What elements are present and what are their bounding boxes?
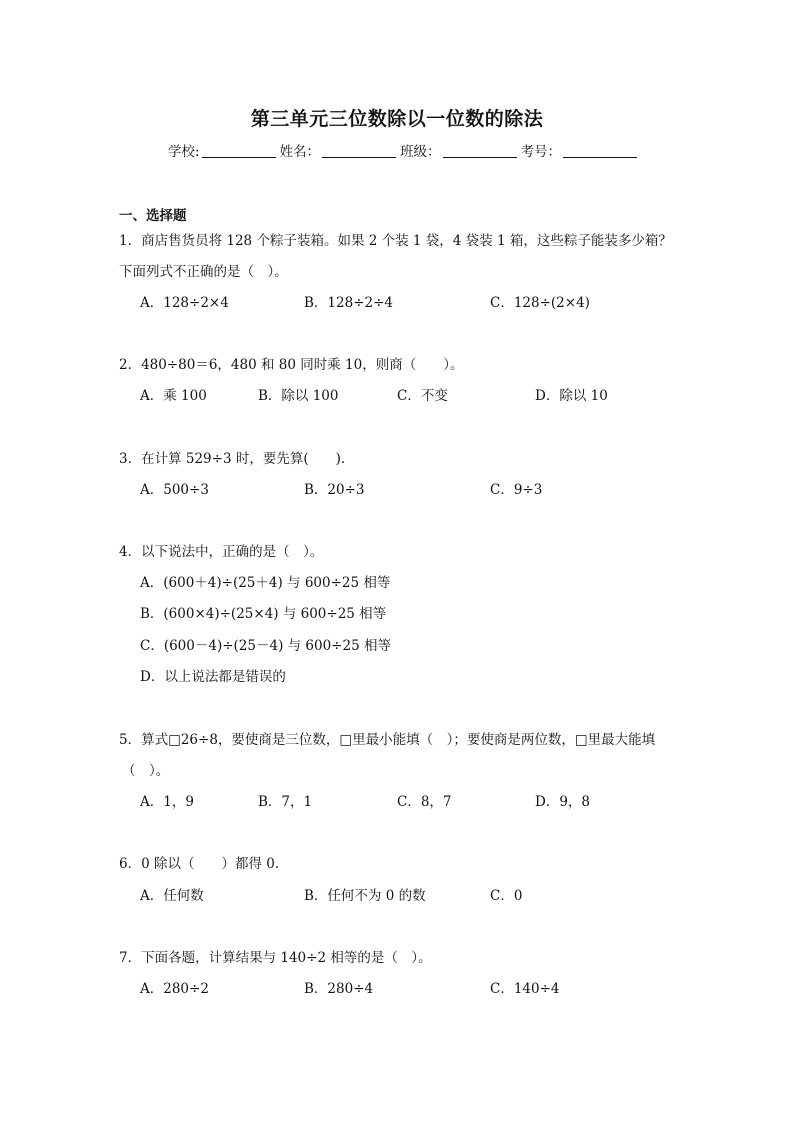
question-1-option-b[interactable]: B．128÷2÷4	[304, 295, 393, 311]
class-blank[interactable]	[443, 143, 517, 158]
exam-no-blank[interactable]	[563, 143, 637, 158]
question-6-option-b[interactable]: B．任何不为 0 的数	[304, 888, 426, 904]
question-3-option-c[interactable]: C．9÷3	[490, 482, 543, 498]
question-1-option-c[interactable]: C．128÷(2×4)	[490, 295, 590, 311]
exam-no-label: 考号：	[520, 144, 562, 160]
question-5-stem-line-1: 5．算式□26÷8，要使商是三位数，□里最小能填（ ）；要使商是两位数，□里最大能填	[119, 732, 656, 748]
question-5-option-a[interactable]: A．1，9	[140, 794, 194, 810]
question-1-stem-line-1: 1．商店售货员将 128 个粽子装箱。如果 2 个装 1 袋，4 袋装 1 箱，这些粽子能装多少箱？	[119, 233, 672, 249]
question-7-option-a[interactable]: A．280÷2	[140, 981, 209, 997]
question-5-option-c[interactable]: C．8，7	[397, 794, 452, 810]
question-2-option-a[interactable]: A．乘 100	[140, 388, 207, 404]
question-4-option-b[interactable]: B．(600×4)÷(25×4) 与 600÷25 相等	[140, 606, 387, 622]
page-title: 第三单元三位数除以一位数的除法	[250, 108, 544, 130]
question-5-option-d[interactable]: D．9，8	[535, 794, 591, 810]
question-2-option-d[interactable]: D．除以 10	[535, 388, 608, 404]
question-3-stem: 3．在计算 529÷3 时，要先算( ).	[119, 451, 346, 467]
class-label: 班级：	[400, 144, 441, 160]
question-2-stem: 2．480÷80＝6，480 和 80 同时乘 10，则商（ ）。	[119, 357, 464, 373]
question-7-option-c[interactable]: C．140÷4	[490, 981, 560, 997]
section-heading: 一、选择题	[119, 208, 187, 224]
school-blank[interactable]	[202, 143, 276, 158]
question-1-option-a[interactable]: A．128÷2×4	[140, 295, 229, 311]
question-2-option-c[interactable]: C．不变	[397, 388, 448, 404]
question-6-stem: 6．0 除以（ ）都得 0.	[119, 856, 280, 872]
question-5-option-b[interactable]: B．7，1	[258, 794, 313, 810]
name-blank[interactable]	[322, 143, 396, 158]
question-3-option-a[interactable]: A．500÷3	[140, 482, 209, 498]
question-6-option-a[interactable]: A．任何数	[140, 888, 204, 904]
question-4-option-d[interactable]: D．以上说法都是错误的	[140, 669, 286, 685]
question-7-option-b[interactable]: B．280÷4	[304, 981, 374, 997]
name-label: 姓名：	[279, 144, 321, 160]
question-3-option-b[interactable]: B．20÷3	[304, 482, 365, 498]
student-info-row	[168, 140, 641, 160]
question-4-stem: 4．以下说法中，正确的是（ ）。	[119, 544, 324, 560]
question-7-stem: 7．下面各题，计算结果与 140÷2 相等的是（ ）。	[119, 950, 432, 966]
question-6-option-c[interactable]: C．0	[490, 888, 523, 904]
question-4-option-a[interactable]: A．(600＋4)÷(25＋4) 与 600÷25 相等	[140, 575, 391, 591]
question-2-option-b[interactable]: B．除以 100	[258, 388, 339, 404]
school-label: 学校:	[168, 144, 200, 160]
question-1-stem-line-2: 下面列式不正确的是（ ）。	[119, 264, 288, 280]
question-5-stem-line-2: （ ）。	[122, 763, 170, 779]
question-4-option-c[interactable]: C．(600－4)÷(25－4) 与 600÷25 相等	[140, 638, 391, 654]
